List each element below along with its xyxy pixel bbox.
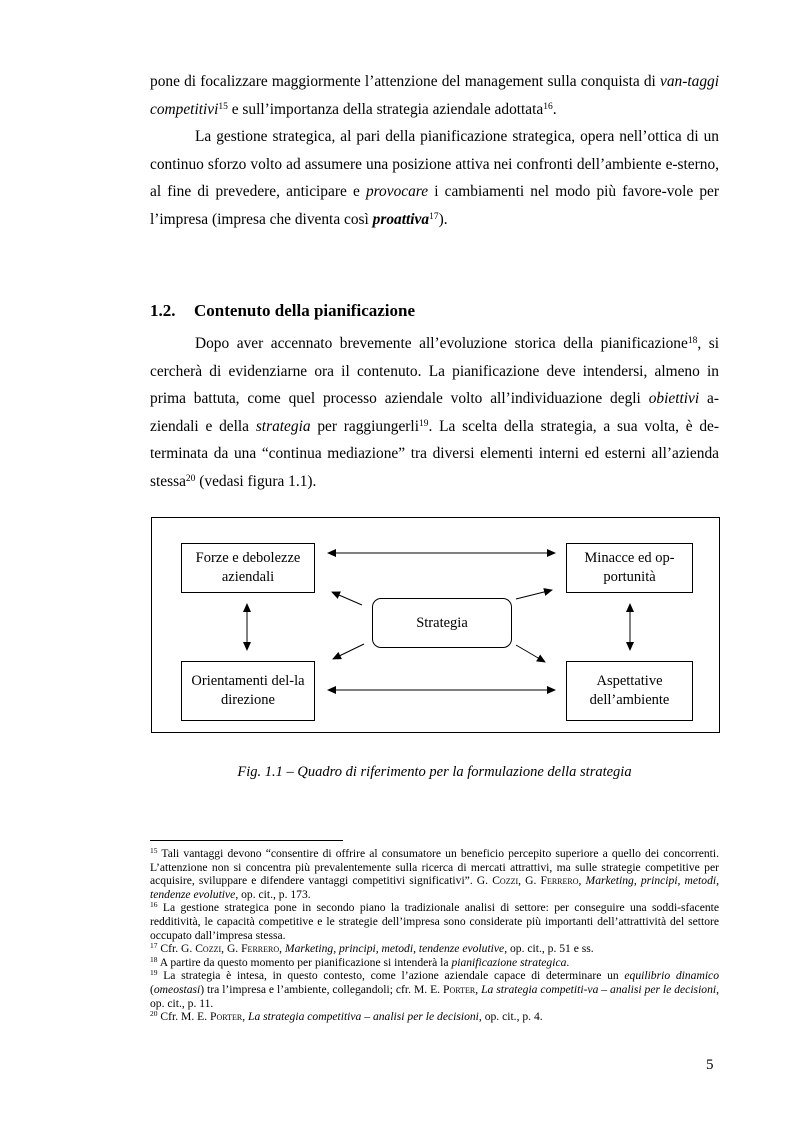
- footnote-15: [150, 847, 719, 901]
- footnote-16: [150, 901, 719, 942]
- text-run: Dopo aver accennato brevemente all’evoluzione storica della pianificazione: [195, 335, 688, 352]
- footnote-19: [150, 969, 719, 1010]
- footnote-ref-19[interactable]: 19: [418, 418, 429, 429]
- text-run-italic: provocare: [365, 183, 429, 201]
- text-run: ,: [279, 942, 285, 956]
- footnote-number: 20: [150, 1009, 158, 1019]
- section-heading: [150, 301, 415, 321]
- text-run-italic: strategia: [255, 417, 311, 435]
- box-strategy: Strategia: [372, 598, 512, 648]
- text-run: pone di focalizzare maggiormente l’attenzione del management sulla conquista di: [150, 73, 660, 90]
- text-run-italic: omeostasi: [153, 982, 201, 996]
- text-run: Tali vantaggi devono “consentire di offrire al consumatore un beneficio percepito superiore a quello dei concorrenti. L’attenzione non si concentra più prevalentemente sulla ricerca di mercati attrattivi, ma sulle strategie competitive per acquisire, sviluppare e difendere vantaggi competitivi significativi”. G.: [150, 847, 719, 888]
- page-body-top: [150, 68, 719, 234]
- text-run: ) tra l’impresa e l’ambiente, collegandoli; cfr. M. E.: [200, 982, 444, 996]
- text-run: a-ziendali e della: [150, 390, 719, 435]
- author-name: Cozzi: [195, 942, 222, 956]
- text-run: e sull’importanza della strategia aziendale adottata: [227, 100, 544, 118]
- figure-caption: Fig. 1.1 – Quadro di riferimento per la formulazione della strategia: [237, 764, 632, 780]
- text-run: , op. cit., p. 11.: [150, 982, 720, 1010]
- book-title: La strategia competiti-va – analisi per le decisioni: [481, 982, 717, 996]
- section-title: Contenuto della pianificazione: [194, 301, 416, 320]
- box-strengths-weaknesses: Forze e debolezze aziendali: [181, 543, 315, 593]
- text-run: . La scelta della strategia, a sua volta, è de-terminata da una “continua mediazione” tra diversi elementi interni ed esterni all’azienda stessa: [150, 417, 719, 490]
- text-run-bold-italic: proattiva: [372, 210, 430, 228]
- box-threats-opportunities: Minacce ed op-portunità: [566, 543, 693, 593]
- footnote-17: [150, 942, 719, 956]
- author-name: Porter: [443, 982, 476, 996]
- section-body: [150, 330, 719, 496]
- figure-arrows: [152, 518, 721, 734]
- text-run-italic: obiettivi: [648, 390, 700, 408]
- text-run: La strategia è intesa, in questo contesto, come l’azione aziendale capace di determinare un: [157, 969, 625, 983]
- text-run: Cfr. M. E.: [157, 1010, 210, 1024]
- footnote-number: 16: [150, 900, 158, 910]
- text-run: .: [552, 100, 557, 118]
- text-run-italic: pianificazione strategica: [451, 955, 567, 969]
- author-name: Cozzi: [492, 874, 519, 888]
- footnote-ref-15[interactable]: 15: [218, 101, 228, 112]
- text-run: per raggiungerli: [310, 417, 419, 435]
- author-name: Ferrero: [241, 942, 280, 956]
- text-run: , si cercherà di evidenziarne ora il contenuto. La pianificazione deve intendersi, almeno in prima battuta, come quel processo aziendale volto all’individuazione degli: [150, 335, 719, 408]
- footnote-ref-17[interactable]: 17: [429, 211, 439, 222]
- footnote-number: 19: [150, 968, 158, 978]
- paragraph-2: [150, 123, 719, 233]
- arrow-strategy-to-bl: [333, 644, 364, 659]
- footnote-18: [150, 956, 719, 970]
- footnote-ref-16[interactable]: 16: [543, 101, 553, 112]
- text-run: ,: [242, 1010, 248, 1024]
- footnote-number: 17: [150, 941, 158, 951]
- footnote-number: 15: [150, 846, 158, 855]
- text-run: ,: [475, 982, 482, 996]
- book-title: Marketing, principi, metodi, tendenze evolutive: [150, 874, 719, 901]
- section-number: 1.2.: [150, 301, 176, 320]
- box-environment-expectations: Aspettative dell’ambiente: [566, 661, 693, 721]
- text-run: , op. cit., p. 4.: [478, 1010, 543, 1024]
- book-title: Marketing, principi, metodi, tendenze evolutive: [284, 942, 505, 956]
- footnote-ref-18[interactable]: 18: [687, 336, 698, 346]
- page-number: 5: [706, 1057, 714, 1073]
- text-run: .: [566, 955, 570, 969]
- paragraph-3: [150, 330, 719, 496]
- book-title: La strategia competitiva – analisi per le decisioni: [248, 1010, 479, 1024]
- text-run: , op. cit., p. 173.: [235, 887, 311, 901]
- text-run: La gestione strategica, al pari della pianificazione strategica, opera nell’ottica di un continuo sforzo volto ad assumere una posizione attiva nei confronti dell’ambiente e-sterno, al fine di prevedere, anticipare e: [150, 128, 719, 201]
- author-name: Porter: [210, 1010, 243, 1024]
- footnote-20: [150, 1010, 719, 1024]
- text-run: , op. cit., p. 51 e ss.: [504, 942, 594, 956]
- footnote-ref-20[interactable]: 20: [185, 473, 196, 484]
- footnote-number: 18: [150, 954, 158, 964]
- author-name: Ferrero: [540, 874, 579, 888]
- footnote-separator: [150, 840, 343, 841]
- text-run: (vedasi figura 1.1).: [195, 472, 317, 490]
- text-run: ).: [438, 210, 448, 228]
- text-run: A partire da questo momento per pianificazione si intenderà la: [157, 955, 452, 969]
- arrow-strategy-to-br: [516, 645, 545, 662]
- text-run-italic: van-taggi competitivi: [150, 73, 719, 118]
- footnotes: [150, 847, 719, 1024]
- text-run: ,: [578, 874, 586, 888]
- arrow-strategy-to-tr: [516, 590, 552, 599]
- text-run: La gestione strategica pone in secondo piano la tradizionale analisi di settore: per conseguire una soddi-sfacente redditività, le capacità competitive e le strategie dell’impresa sono considerate più importanti dell’attrattività del settore occupato dall’impresa stessa.: [150, 901, 719, 942]
- text-run: , G.: [518, 874, 541, 888]
- text-run: Cfr. G.: [157, 942, 196, 956]
- text-run: , G.: [221, 942, 242, 956]
- paragraph-1: [150, 68, 719, 123]
- text-run: (: [150, 982, 154, 996]
- text-run: i cambiamenti nel modo più favore-vole per l’impresa (impresa che diventa così: [150, 183, 719, 228]
- box-management-orientation: Orientamenti del-la direzione: [181, 661, 315, 721]
- figure-frame: [151, 517, 720, 733]
- text-run-italic: equilibrio dinamico: [624, 969, 720, 983]
- arrow-strategy-to-tl: [332, 592, 362, 605]
